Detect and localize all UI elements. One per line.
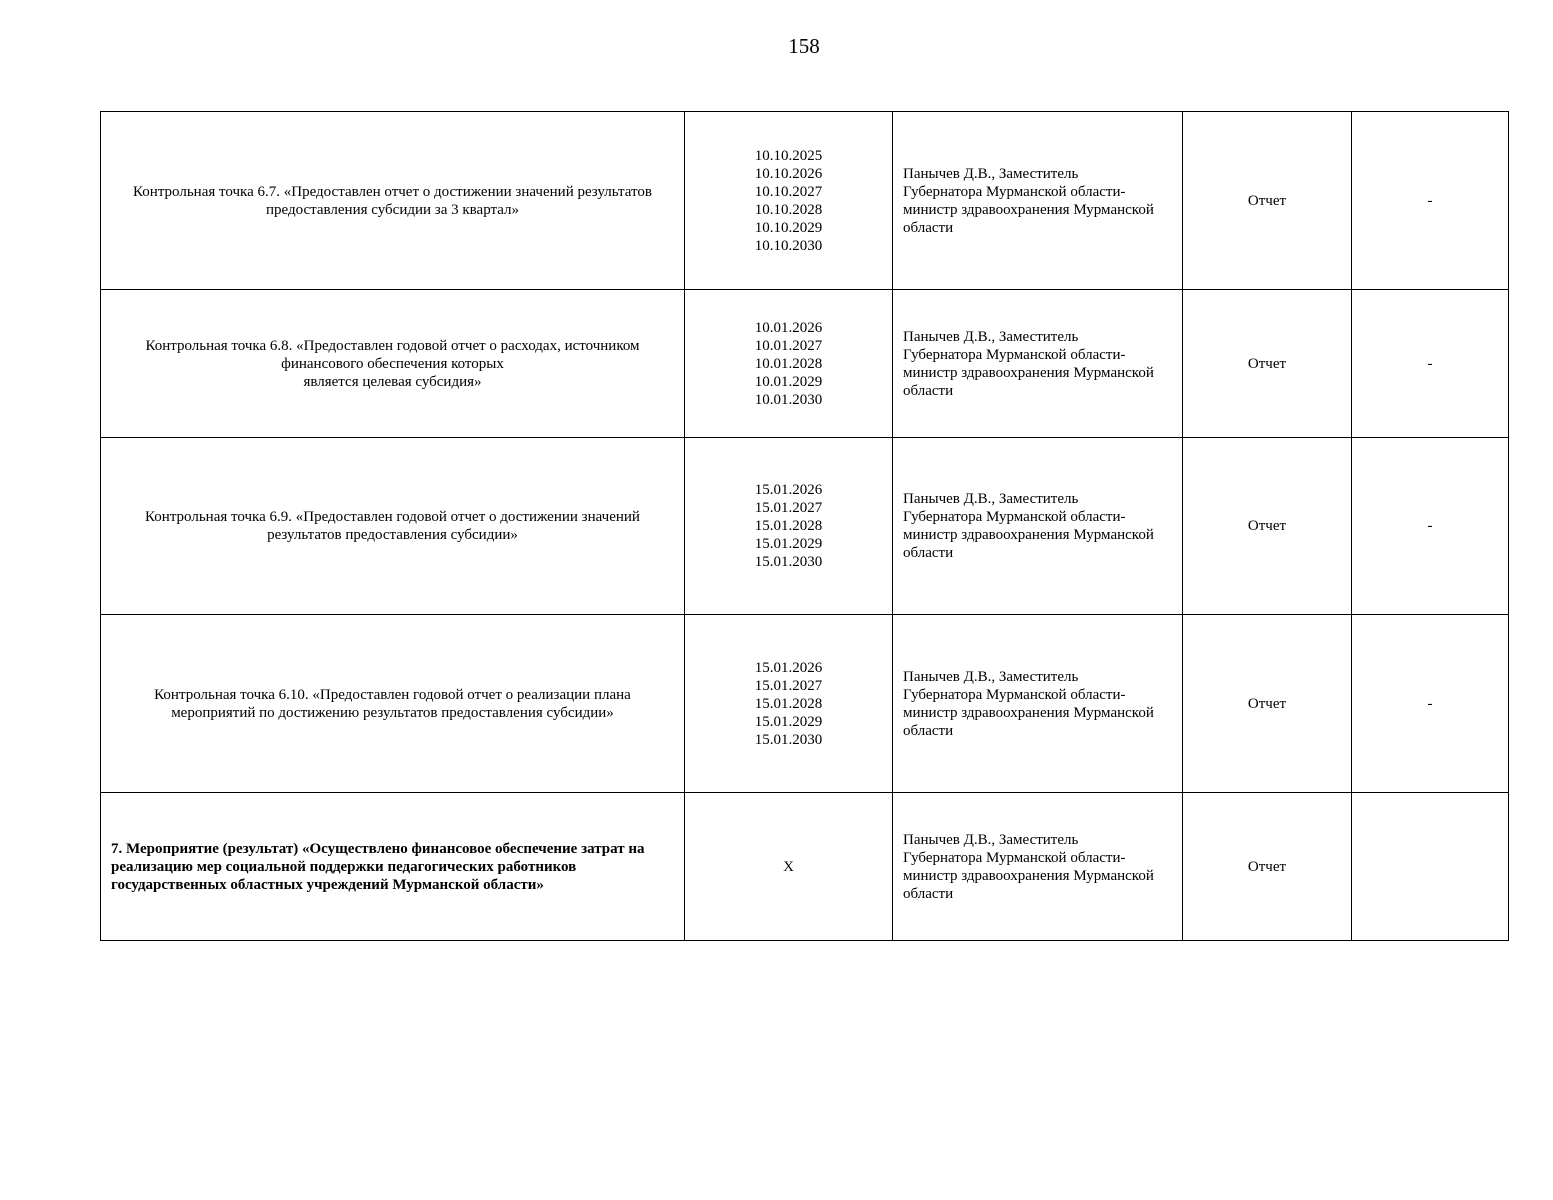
- document-type: Отчет: [1183, 290, 1352, 438]
- page-number: 158: [788, 34, 820, 58]
- document-type: Отчет: [1183, 438, 1352, 615]
- responsible-person: Панычев Д.В., Заместитель Губернатора Мурманской области- министр здравоохранения Мурманской области: [893, 615, 1183, 793]
- control-points-table: [100, 111, 1509, 941]
- table-row: [101, 615, 1509, 793]
- control-point-name: Контрольная точка 6.9. «Предоставлен годовой отчет о достижении значений результатов предоставления субсидии»: [101, 438, 685, 615]
- note-cell: -: [1352, 290, 1509, 438]
- responsible-person: Панычев Д.В., Заместитель Губернатора Мурманской области- министр здравоохранения Мурманской области: [893, 290, 1183, 438]
- deadline-dates: 10.01.2026 10.01.2027 10.01.2028 10.01.2029 10.01.2030: [685, 290, 893, 438]
- deadline-dates: 15.01.2026 15.01.2027 15.01.2028 15.01.2029 15.01.2030: [685, 615, 893, 793]
- control-point-name: Контрольная точка 6.10. «Предоставлен годовой отчет о реализации плана мероприятий по достижению результатов предоставления субсидии»: [101, 615, 685, 793]
- document-type: Отчет: [1183, 615, 1352, 793]
- deadline-dates: X: [685, 793, 893, 941]
- note-cell: -: [1352, 112, 1509, 290]
- table-row: [101, 112, 1509, 290]
- control-point-name: Контрольная точка 6.8. «Предоставлен годовой отчет о расходах, источником финансового обеспечения которых является целевая субсидия»: [101, 290, 685, 438]
- table-row: [101, 793, 1509, 941]
- table-row: [101, 290, 1509, 438]
- document-type: Отчет: [1183, 112, 1352, 290]
- deadline-dates: 15.01.2026 15.01.2027 15.01.2028 15.01.2029 15.01.2030: [685, 438, 893, 615]
- document-type: Отчет: [1183, 793, 1352, 941]
- note-cell: -: [1352, 615, 1509, 793]
- note-cell: [1352, 793, 1509, 941]
- table-row: [101, 438, 1509, 615]
- control-point-name: Контрольная точка 6.7. «Предоставлен отчет о достижении значений результатов предоставления субсидии за 3 квартал»: [101, 112, 685, 290]
- deadline-dates: 10.10.2025 10.10.2026 10.10.2027 10.10.2028 10.10.2029 10.10.2030: [685, 112, 893, 290]
- responsible-person: Панычев Д.В., Заместитель Губернатора Мурманской области- министр здравоохранения Мурманской области: [893, 112, 1183, 290]
- activity-name: 7. Мероприятие (результат) «Осуществлено финансовое обеспечение затрат на реализацию мер социальной поддержки педагогических работников государственных областных учреждений Мурманской области»: [101, 793, 685, 941]
- responsible-person: Панычев Д.В., Заместитель Губернатора Мурманской области- министр здравоохранения Мурманской области: [893, 438, 1183, 615]
- note-cell: -: [1352, 438, 1509, 615]
- responsible-person: Панычев Д.В., Заместитель Губернатора Мурманской области- министр здравоохранения Мурманской области: [893, 793, 1183, 941]
